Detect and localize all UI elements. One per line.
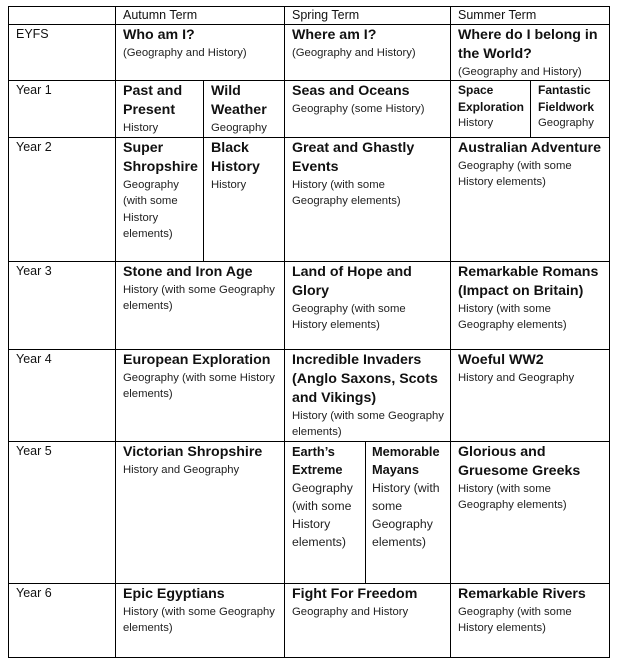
row-label-year-4: Year 4: [16, 352, 52, 366]
topic-title: Incredible Invaders (Anglo Saxons, Scots and Vikings): [292, 352, 438, 406]
topic-subject: History (with some Geography elements): [458, 483, 567, 512]
topic-subject: History and Geography: [123, 464, 240, 476]
topic-subject: History (with some Geography elements): [123, 284, 275, 313]
topic-subject: Geography: [211, 122, 267, 134]
rule: [8, 583, 610, 584]
rule: [450, 6, 451, 658]
topic-subject: Geography (with some History elements): [292, 303, 406, 332]
cell-y5-spring-a: [292, 443, 364, 551]
topic-subject: History (with some Geography elements): [372, 481, 440, 549]
topic-title: Australian Adventure: [458, 140, 601, 156]
topic-subject: Geography (with some History elements): [458, 160, 572, 189]
header-spring: Spring Term: [292, 8, 360, 22]
cell-y4-summer: [458, 351, 608, 386]
cell-eyfs-spring: [292, 26, 447, 61]
cell-y6-spring: [292, 585, 447, 620]
cell-y3-summer: [458, 263, 608, 334]
topic-subject: (Geography and History): [458, 66, 582, 78]
topic-title: Remarkable Rivers: [458, 586, 586, 602]
rule: [8, 6, 9, 658]
topic-title: Fight For Freedom: [292, 586, 418, 602]
topic-subject: Geography (with some History elements): [458, 606, 572, 635]
topic-subject: History (with some Geography elements): [292, 179, 401, 208]
topic-subject: History: [458, 117, 494, 129]
topic-subject: History: [123, 122, 159, 134]
cell-y1-autumn-b: [211, 82, 283, 136]
topic-subject: (Geography and History): [123, 47, 247, 59]
topic-title: Glorious and Gruesome Greeks: [458, 444, 581, 479]
rule: [8, 6, 610, 7]
row-label-year-6: Year 6: [16, 586, 52, 600]
rule: [284, 6, 285, 658]
topic-title: Victorian Shropshire: [123, 444, 263, 460]
rule: [8, 137, 610, 138]
topic-subject: Geography (with some History elements): [123, 372, 275, 401]
topic-subject: Geography (with some History elements): [292, 481, 353, 549]
topic-title: Great and Ghastly Events: [292, 140, 415, 175]
cell-y2-spring: [292, 139, 442, 210]
rule: [8, 441, 610, 442]
cell-y6-summer: [458, 585, 608, 637]
cell-y1-autumn-a: [123, 82, 201, 136]
topic-title: Where am I?: [292, 27, 377, 43]
topic-subject: Geography (with some History elements): [123, 179, 179, 240]
topic-subject: History: [211, 179, 247, 191]
row-label-eyfs: EYFS: [16, 27, 49, 41]
topic-title: Stone and Iron Age: [123, 264, 253, 280]
cell-eyfs-autumn: [123, 26, 281, 61]
rule: [8, 657, 610, 658]
cell-y5-summer: [458, 443, 603, 514]
cell-y4-autumn: [123, 351, 281, 403]
topic-title: Wild Weather: [211, 83, 267, 118]
topic-subject: Geography (some History): [292, 103, 425, 115]
topic-title: Fantastic Fieldwork: [538, 83, 595, 114]
rule: [530, 80, 531, 137]
rule: [203, 80, 204, 261]
row-label-year-3: Year 3: [16, 264, 52, 278]
cell-y6-autumn: [123, 585, 281, 637]
row-label-year-5: Year 5: [16, 444, 52, 458]
rule: [115, 6, 116, 658]
cell-y3-autumn: [123, 263, 281, 315]
rule: [8, 24, 610, 25]
topic-subject: (Geography and History): [292, 47, 416, 59]
topic-title: Space Exploration: [458, 83, 525, 114]
cell-y2-autumn-a: [123, 139, 201, 242]
cell-y5-spring-b: [372, 443, 448, 551]
row-label-year-1: Year 1: [16, 83, 52, 97]
topic-title: Black History: [211, 140, 260, 175]
rule: [8, 349, 610, 350]
cell-y1-summer-a: [458, 82, 528, 131]
topic-title: Epic Egyptians: [123, 586, 225, 602]
topic-subject: History (with some Geography elements): [292, 410, 444, 439]
cell-y1-summer-b: [538, 82, 608, 131]
topic-title: Memorable Mayans: [372, 444, 440, 477]
topic-title: Past and Present: [123, 83, 183, 118]
cell-y2-autumn-b: [211, 139, 283, 193]
header-summer: Summer Term: [458, 8, 537, 22]
rule: [609, 6, 610, 658]
rule: [365, 441, 366, 583]
cell-y5-autumn: [123, 443, 281, 478]
topic-subject: History (with some Geography elements): [458, 303, 567, 332]
topic-title: Super Shropshire: [123, 140, 198, 175]
topic-title: Remarkable Romans (Impact on Britain): [458, 264, 599, 299]
topic-title: Woeful WW2: [458, 352, 544, 368]
topic-subject: Geography and History: [292, 606, 409, 618]
cell-y1-spring: [292, 82, 447, 117]
topic-title: Land of Hope and Glory: [292, 264, 412, 299]
topic-subject: Geography: [538, 117, 594, 129]
row-label-year-2: Year 2: [16, 140, 52, 154]
cell-y2-summer: [458, 139, 608, 191]
topic-title: Who am I?: [123, 27, 195, 43]
topic-title: Where do I belong in the World?: [458, 27, 598, 62]
topic-subject: History (with some Geography elements): [123, 606, 275, 635]
cell-y4-spring: [292, 351, 447, 441]
cell-eyfs-summer: [458, 26, 608, 80]
cell-y3-spring: [292, 263, 442, 334]
header-autumn: Autumn Term: [123, 8, 198, 22]
topic-title: Earth’s Extreme: [292, 444, 343, 477]
topic-title: Seas and Oceans: [292, 83, 410, 99]
topic-subject: History and Geography: [458, 372, 575, 384]
rule: [8, 261, 610, 262]
topic-title: European Exploration: [123, 352, 271, 368]
